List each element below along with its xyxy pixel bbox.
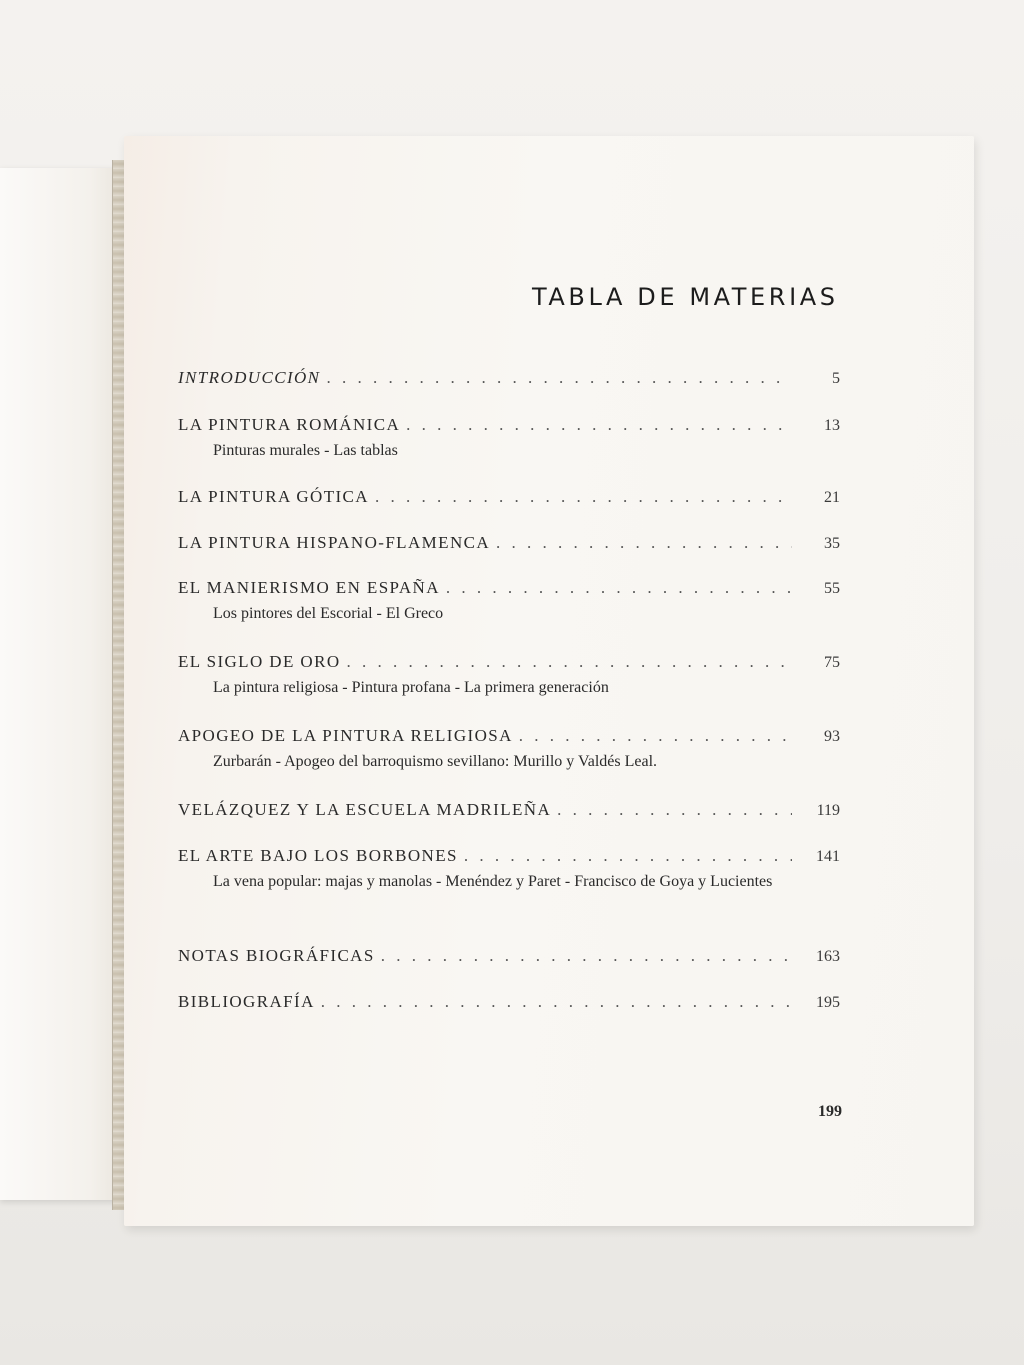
toc-line (178, 846, 840, 866)
toc-page-number: 75 (824, 654, 840, 671)
toc-page-number: 21 (824, 489, 840, 506)
toc-page-number: 163 (816, 948, 840, 965)
dot-leader (446, 578, 792, 598)
toc-page-number: 5 (832, 370, 840, 387)
toc-title: LA PINTURA GÓTICA (178, 487, 369, 506)
dot-leader (406, 415, 792, 435)
toc-entry-hispano-flamenca (178, 533, 840, 553)
toc-title: VELÁZQUEZ Y LA ESCUELA MADRILEÑA (178, 800, 552, 819)
toc-page-number: 55 (824, 580, 840, 597)
toc-entry-velazquez (178, 800, 840, 820)
toc-entry-apogeo-pintura-religiosa (178, 726, 840, 774)
toc-title: EL MANIERISMO EN ESPAÑA (178, 578, 440, 597)
toc-title: INTRODUCCIÓN (178, 368, 321, 387)
toc-subtitle: Los pintores del Escorial - El Greco (213, 605, 444, 622)
toc-page-number: 93 (824, 728, 840, 745)
dot-leader (347, 652, 793, 672)
toc-line (178, 415, 840, 435)
toc-line (178, 578, 840, 598)
toc-line (178, 533, 840, 553)
toc-entry-introduccion (178, 368, 840, 388)
toc-title: EL ARTE BAJO LOS BORBONES (178, 846, 458, 865)
toc-title: NOTAS BIOGRÁFICAS (178, 946, 375, 965)
toc-line (178, 487, 840, 507)
toc-title: EL SIGLO DE ORO (178, 652, 341, 671)
toc-entry-borbones (178, 846, 840, 894)
dot-leader (519, 726, 792, 746)
toc-page-number: 141 (816, 848, 840, 865)
toc-page-number: 195 (816, 994, 840, 1011)
dot-leader (464, 846, 792, 866)
toc-title: BIBLIOGRAFÍA (178, 992, 315, 1011)
dot-leader (557, 800, 792, 820)
toc-subtitle: Pinturas murales - Las tablas (213, 442, 398, 459)
toc-line (178, 726, 840, 746)
toc-page-number: 35 (824, 535, 840, 552)
toc-entry-notas-biograficas (178, 946, 840, 966)
page-title: TABLA DE MATERIAS (532, 283, 839, 311)
dot-leader (381, 946, 792, 966)
toc-title: LA PINTURA ROMÁNICA (178, 415, 401, 434)
toc-line (178, 946, 840, 966)
facing-page (0, 168, 128, 1200)
toc-title: LA PINTURA HISPANO-FLAMENCA (178, 533, 491, 552)
toc-entry-bibliografia (178, 992, 840, 1012)
toc-entry-pintura-gotica (178, 487, 840, 507)
toc-subtitle: La vena popular: majas y manolas - Menéndez y Paret - Francisco de Goya y Lucientes (213, 873, 773, 890)
toc-line (178, 368, 840, 388)
toc-subtitle: Zurbarán - Apogeo del barroquismo sevillano: Murillo y Valdés Leal. (213, 753, 658, 770)
toc-line (178, 992, 840, 1012)
toc-page-number: 119 (816, 802, 840, 819)
toc-title: APOGEO DE LA PINTURA RELIGIOSA (178, 726, 513, 745)
toc-line (178, 800, 840, 820)
dot-leader (496, 533, 792, 553)
toc-subtitle: La pintura religiosa - Pintura profana - La primera generación (213, 679, 609, 696)
toc-entry-manierismo (178, 578, 840, 626)
toc-entry-pintura-romanica (178, 415, 840, 463)
toc-page-number: 13 (824, 417, 840, 434)
dot-leader (375, 487, 792, 507)
dot-leader (321, 992, 792, 1012)
toc-entry-siglo-de-oro (178, 652, 840, 700)
page-number: 199 (818, 1103, 842, 1120)
toc-line (178, 652, 840, 672)
dot-leader (326, 368, 792, 388)
